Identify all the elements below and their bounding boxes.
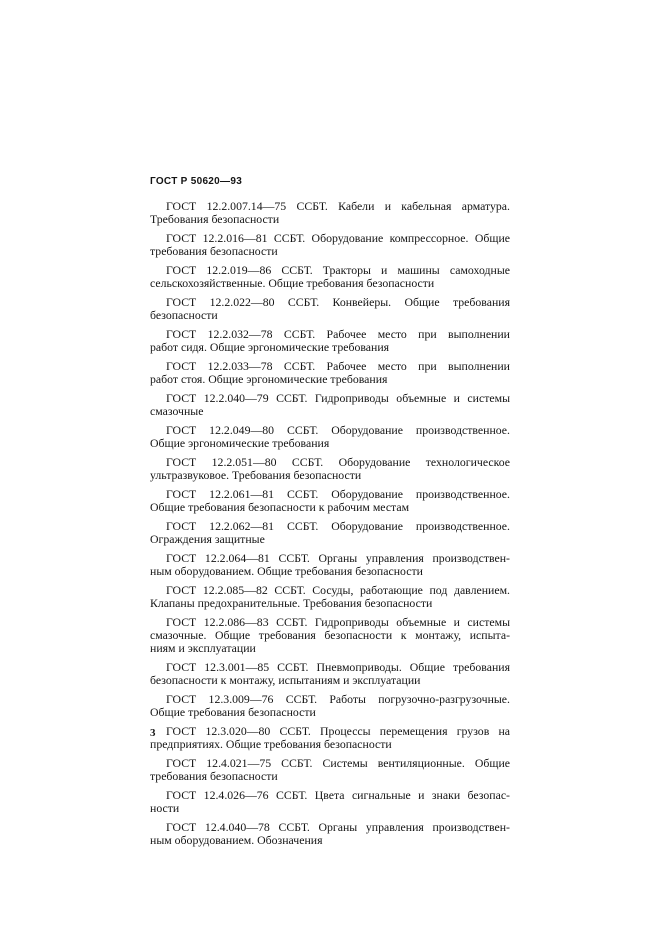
reference-line: сельскохозяйственные. Общие требования безопасности (150, 276, 435, 290)
reference-line: Общие требования безопасности (150, 705, 316, 719)
reference-line: ГОСТ 12.3.001—85 ССБТ. Пневмоприводы. Общие требования (166, 660, 510, 674)
reference-entry (150, 488, 510, 514)
reference-line: ГОСТ 12.2.033—78 ССБТ. Рабочее место при выполнении (166, 359, 510, 373)
reference-entry (150, 693, 510, 719)
reference-entry (150, 757, 510, 783)
reference-line: ным оборудованием. Общие требования безопасности (150, 564, 423, 578)
reference-line: безопасности (150, 308, 218, 322)
reference-line: ультразвуковое. Требования безопасности (150, 468, 362, 482)
reference-entry (150, 360, 510, 386)
reference-entry (150, 584, 510, 610)
reference-line: ГОСТ 12.2.061—81 ССБТ. Оборудование производственное. (166, 487, 510, 501)
reference-line: ниям и эксплуатации (150, 641, 256, 655)
reference-line: Клапаны предохранительные. Требования безопасности (150, 596, 433, 610)
reference-line: ГОСТ 12.3.020—80 ССБТ. Процессы перемещения грузов на (166, 724, 510, 738)
reference-entry (150, 200, 510, 226)
reference-entry (150, 232, 510, 258)
reference-line: ГОСТ 12.2.032—78 ССБТ. Рабочее место при выполнении (166, 327, 510, 341)
reference-line: ным оборудованием. Обозначения (150, 833, 323, 847)
reference-line: ГОСТ 12.2.019—86 ССБТ. Тракторы и машины самоходные (166, 263, 510, 277)
reference-line: ГОСТ 12.4.026—76 ССБТ. Цвета сигнальные и знаки безопас- (166, 788, 510, 802)
page-number: 3 (150, 727, 156, 739)
reference-line: работ сидя. Общие эргономические требования (150, 340, 390, 354)
reference-line: Общие эргономические требования (150, 436, 330, 450)
reference-entry (150, 821, 510, 847)
reference-line: безопасности к монтажу, испытаниям и эксплуатации (150, 673, 421, 687)
reference-line: ГОСТ 12.2.022—80 ССБТ. Конвейеры. Общие требования (166, 295, 510, 309)
reference-line: требования безопасности (150, 244, 278, 258)
reference-line: ГОСТ 12.2.086—83 ССБТ. Гидроприводы объемные и системы (166, 615, 510, 629)
reference-line: ГОСТ 12.2.040—79 ССБТ. Гидроприводы объемные и системы (166, 391, 510, 405)
reference-entry (150, 520, 510, 546)
reference-entry (150, 725, 510, 751)
reference-line: ГОСТ 12.4.040—78 ССБТ. Органы управления производствен- (166, 820, 510, 834)
reference-line: ГОСТ 12.4.021—75 ССБТ. Системы вентиляционные. Общие (166, 756, 510, 770)
reference-line: ГОСТ 12.3.009—76 ССБТ. Работы погрузочно-разгрузочные. (166, 692, 510, 706)
reference-line: ГОСТ 12.2.064—81 ССБТ. Органы управления производствен- (166, 551, 510, 565)
reference-entry (150, 552, 510, 578)
reference-line: ГОСТ 12.2.016—81 ССБТ. Оборудование компрессорное. Общие (166, 231, 510, 245)
reference-line: смазочные (150, 404, 204, 418)
reference-entry (150, 296, 510, 322)
reference-line: ГОСТ 12.2.085—82 ССБТ. Сосуды, работающие под давлением. (166, 583, 510, 597)
reference-line: ГОСТ 12.2.007.14—75 ССБТ. Кабели и кабельная арматура. (166, 199, 510, 213)
reference-line: ности (150, 801, 180, 815)
reference-entry (150, 328, 510, 354)
reference-entry (150, 424, 510, 450)
reference-entry (150, 456, 510, 482)
reference-line: ГОСТ 12.2.051—80 ССБТ. Оборудование технологическое (166, 455, 510, 469)
reference-list (150, 200, 510, 853)
reference-line: Требования безопасности (150, 212, 280, 226)
reference-line: ГОСТ 12.2.049—80 ССБТ. Оборудование производственное. (166, 423, 510, 437)
reference-line: работ стоя. Общие эргономические требования (150, 372, 388, 386)
reference-line: смазочные. Общие требования безопасности к монтажу, испыта- (150, 628, 510, 642)
reference-line: требования безопасности (150, 769, 278, 783)
reference-entry (150, 789, 510, 815)
reference-entry (150, 392, 510, 418)
reference-line: ГОСТ 12.2.062—81 ССБТ. Оборудование производственное. (166, 519, 510, 533)
reference-entry (150, 661, 510, 687)
reference-line: Общие требования безопасности к рабочим местам (150, 500, 410, 514)
reference-line: предприятиях. Общие требования безопасности (150, 737, 392, 751)
reference-entry (150, 616, 510, 655)
reference-line: Ограждения защитные (150, 532, 265, 546)
document-header-code: ГОСТ Р 50620—93 (150, 176, 243, 187)
reference-entry (150, 264, 510, 290)
